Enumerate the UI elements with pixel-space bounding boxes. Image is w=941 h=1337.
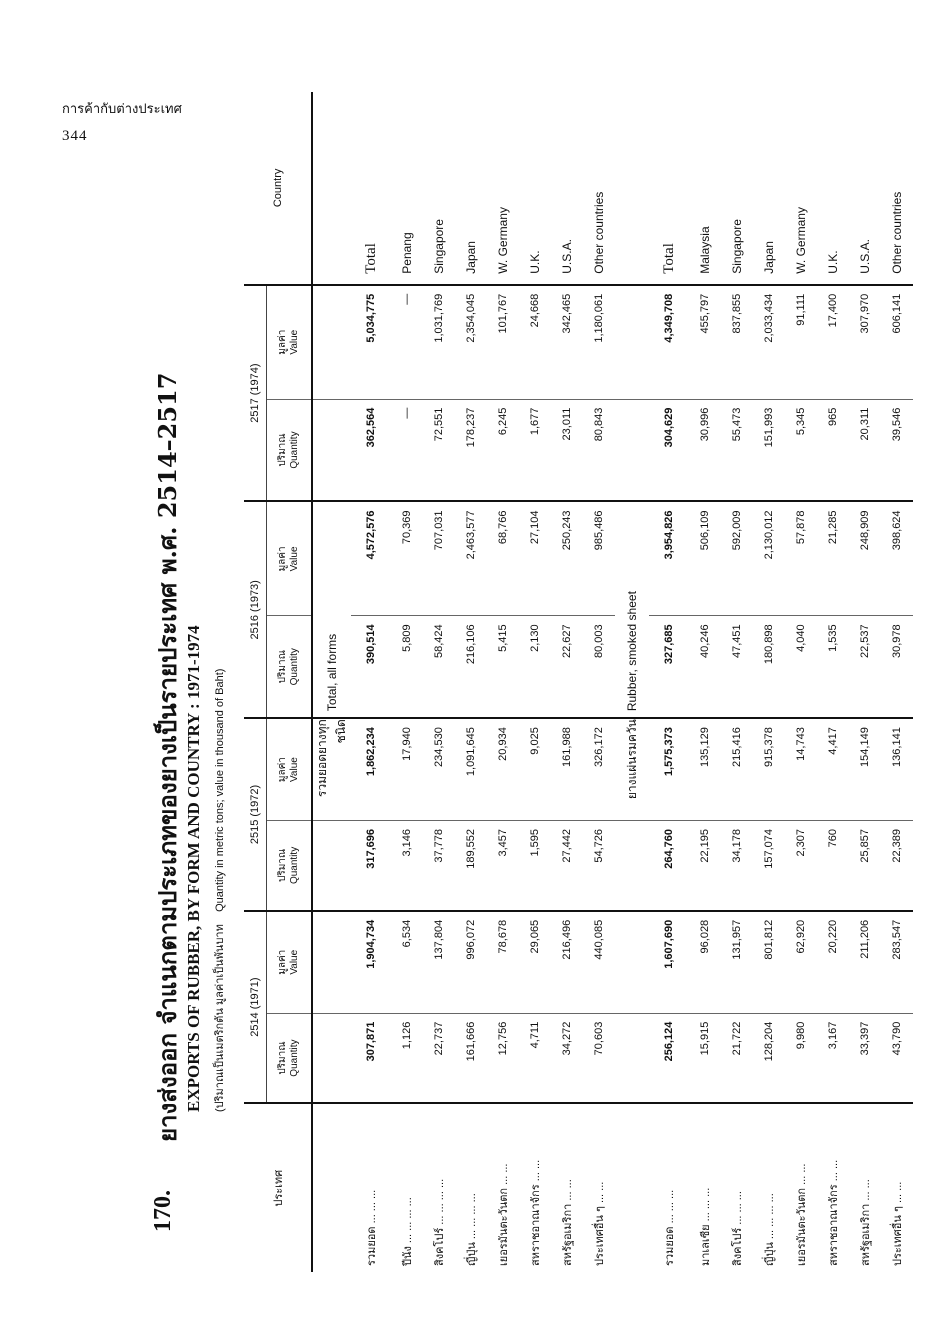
row-label-english: Other countries — [881, 92, 913, 285]
row-label-english: Singapore — [423, 92, 455, 285]
quantity-2516: 180,898 — [753, 616, 785, 718]
quantity-2517: 20,311 — [849, 399, 881, 501]
quantity-2517: 55,473 — [721, 399, 753, 501]
value-2517: — — [391, 285, 423, 399]
exports-table — [244, 92, 913, 1272]
quantity-2515: 37,778 — [423, 821, 455, 911]
quantity-2515: 22,389 — [881, 821, 913, 911]
quantity-2515: 27,442 — [551, 821, 583, 911]
row-label-thai: รวมยอด ... ... ... — [664, 1189, 676, 1266]
rows-all-forms — [351, 92, 615, 1272]
value-2514: 440,085 — [583, 911, 615, 1013]
value-2516: 57,878 — [785, 501, 817, 615]
row-label-english: U.S.A. — [551, 92, 583, 285]
value-2516: 2,130,012 — [753, 501, 785, 615]
page-header: การค้ากับต่างประเทศ — [62, 102, 182, 117]
section-title-thai: ยางแผ่นรมควัน — [615, 718, 649, 820]
value-2515: 136,141 — [881, 718, 913, 820]
year-header-2517: 2517 (1974) — [244, 285, 267, 502]
quantity-2516: 5,415 — [487, 616, 519, 718]
value-2516: 68,766 — [487, 501, 519, 615]
value-2515: 20,934 — [487, 718, 519, 820]
quantity-2515: 54,726 — [583, 821, 615, 911]
row-label-thai: สิงคโปร์ ... ... ... — [732, 1191, 744, 1266]
table-row — [391, 92, 423, 1272]
quantity-2517: 362,564 — [351, 399, 391, 501]
row-label-thai: สหราชอาณาจักร ... ... — [828, 1159, 840, 1266]
quantity-2514: 307,871 — [351, 1013, 391, 1103]
table-row — [721, 92, 753, 1272]
value-2516: 3,954,826 — [649, 501, 689, 615]
section-title-english: Total, all forms — [312, 501, 351, 718]
quantity-2517: 1,677 — [519, 399, 551, 501]
quantity-2517: 6,245 — [487, 399, 519, 501]
quantity-2515: 2,307 — [785, 821, 817, 911]
quantity-2514: 70,603 — [583, 1013, 615, 1103]
table-title-english: EXPORTS OF RUBBER, BY FORM AND COUNTRY : 1971-1974 — [184, 625, 203, 1112]
value-2517: 307,970 — [849, 285, 881, 399]
value-2515: 1,862,234 — [351, 718, 391, 820]
quantity-2516: 216,106 — [455, 616, 487, 718]
quantity-2516: 327,685 — [649, 616, 689, 718]
quantity-2515: 264,760 — [649, 821, 689, 911]
year-header-2515: 2515 (1972) — [244, 718, 267, 911]
row-label-thai: สิงคโปร์ ... ... ... ... — [434, 1178, 446, 1266]
table-row — [689, 92, 721, 1272]
table-row — [817, 92, 849, 1272]
value-2515: 135,129 — [689, 718, 721, 820]
quantity-2515: 1,595 — [519, 821, 551, 911]
page-number: 344 — [62, 128, 88, 144]
quantity-2514: 21,722 — [721, 1013, 753, 1103]
quantity-2517: 30,996 — [689, 399, 721, 501]
table-row — [785, 92, 817, 1272]
quantity-2516: 22,537 — [849, 616, 881, 718]
value-2515: 9,025 — [519, 718, 551, 820]
quantity-2517: — — [391, 399, 423, 501]
section-title-english: Rubber, smoked sheet — [615, 501, 649, 718]
quantity-2514: 9,980 — [785, 1013, 817, 1103]
value-2517: 101,767 — [487, 285, 519, 399]
row-label-thai: สหรัฐอเมริกา ... ... — [562, 1179, 574, 1266]
quantity-2514: 34,272 — [551, 1013, 583, 1103]
value-2514: 283,547 — [881, 911, 913, 1013]
row-label-thai: ประเทศอื่น ๆ ... ... — [594, 1181, 606, 1266]
quantity-2514: 3,167 — [817, 1013, 849, 1103]
quantity-2514: 1,126 — [391, 1013, 423, 1103]
row-label-thai: เยอรมันตะวันตก ... ... — [498, 1163, 510, 1266]
quantity-2516: 4,040 — [785, 616, 817, 718]
quantity-2516: 80,003 — [583, 616, 615, 718]
value-2515: 215,416 — [721, 718, 753, 820]
value-2516: 21,285 — [817, 501, 849, 615]
value-2516: 248,909 — [849, 501, 881, 615]
value-2517: 2,033,434 — [753, 285, 785, 399]
value-2515: 154,149 — [849, 718, 881, 820]
table-row — [351, 92, 391, 1272]
quantity-2517: 304,629 — [649, 399, 689, 501]
quantity-header: ปริมาณ Quantity — [267, 399, 313, 501]
value-2515: 234,530 — [423, 718, 455, 820]
value-2516: 27,104 — [519, 501, 551, 615]
value-header: มูลค่า Value — [267, 501, 313, 615]
value-2516: 985,486 — [583, 501, 615, 615]
quantity-2514: 256,124 — [649, 1013, 689, 1103]
row-label-thai: ปีนัง ... ... ... ... — [402, 1197, 414, 1266]
value-2517: 17,400 — [817, 285, 849, 399]
quantity-2514: 22,737 — [423, 1013, 455, 1103]
units-thai: (ปริมาณเป็นเมตริกตัน มูลค่าเป็นพันบาท — [214, 924, 226, 1112]
value-2517: 4,349,708 — [649, 285, 689, 399]
table-title-block — [142, 92, 242, 1272]
table-row — [881, 92, 913, 1272]
value-2515: 161,988 — [551, 718, 583, 820]
value-2517: 91,111 — [785, 285, 817, 399]
value-2517: 606,141 — [881, 285, 913, 399]
value-2514: 137,804 — [423, 911, 455, 1013]
value-2514: 1,607,690 — [649, 911, 689, 1013]
quantity-header: ปริมาณ Quantity — [267, 616, 313, 718]
quantity-2516: 40,246 — [689, 616, 721, 718]
rows-smoked-sheet — [649, 92, 913, 1272]
value-2516: 506,109 — [689, 501, 721, 615]
value-2517: 24,668 — [519, 285, 551, 399]
row-label-english: W. Germany — [785, 92, 817, 285]
quantity-2516: 1,535 — [817, 616, 849, 718]
row-label-thai: ญี่ปุ่น ... ... ... ... — [764, 1193, 776, 1266]
row-label-thai: รวมยอด ... ... ... — [366, 1189, 378, 1266]
table-row — [583, 92, 615, 1272]
value-2517: 837,855 — [721, 285, 753, 399]
value-2514: 1,904,734 — [351, 911, 391, 1013]
quantity-2515: 760 — [817, 821, 849, 911]
value-2516: 398,624 — [881, 501, 913, 615]
value-2515: 17,940 — [391, 718, 423, 820]
row-label-english: Malaysia — [689, 92, 721, 285]
value-2516: 4,572,576 — [351, 501, 391, 615]
row-label-english: Total — [351, 92, 391, 285]
quantity-header: ปริมาณ Quantity — [267, 1013, 313, 1103]
value-2514: 96,028 — [689, 911, 721, 1013]
table-row — [753, 92, 785, 1272]
year-header-2514: 2514 (1971) — [244, 911, 267, 1104]
row-label-english: Japan — [455, 92, 487, 285]
row-label-english: U.K. — [817, 92, 849, 285]
value-2516: 250,243 — [551, 501, 583, 615]
value-2514: 6,534 — [391, 911, 423, 1013]
row-label-thai: ญี่ปุ่น ... ... ... ... — [466, 1193, 478, 1266]
row-label-english: Total — [649, 92, 689, 285]
value-2514: 131,957 — [721, 911, 753, 1013]
quantity-2517: 178,237 — [455, 399, 487, 501]
year-header-2516: 2516 (1973) — [244, 501, 267, 718]
row-label-english: U.K. — [519, 92, 551, 285]
quantity-2516: 30,978 — [881, 616, 913, 718]
quantity-2517: 80,843 — [583, 399, 615, 501]
value-2515: 4,417 — [817, 718, 849, 820]
table-title-thai: ยางส่งออก จำแนกตามประเภทของยางเป็นรายประเทศ พ.ศ. 2514–2517 — [153, 372, 182, 1142]
quantity-2514: 12,756 — [487, 1013, 519, 1103]
quantity-2516: 58,424 — [423, 616, 455, 718]
value-2516: 2,463,577 — [455, 501, 487, 615]
quantity-2517: 23,011 — [551, 399, 583, 501]
country-header-thai: ประเทศ — [244, 1103, 312, 1272]
value-header: มูลค่า Value — [267, 718, 313, 820]
value-2517: 1,031,769 — [423, 285, 455, 399]
row-label-thai: เยอรมันตะวันตก ... ... — [796, 1163, 808, 1266]
value-2514: 216,496 — [551, 911, 583, 1013]
value-2517: 1,180,061 — [583, 285, 615, 399]
row-label-thai: ประเทศอื่น ๆ ... ... — [892, 1181, 904, 1266]
quantity-2515: 317,696 — [351, 821, 391, 911]
rotated-table-area — [142, 92, 904, 1272]
quantity-2517: 72,551 — [423, 399, 455, 501]
table-number: 170. — [150, 1190, 176, 1232]
value-2514: 29,065 — [519, 911, 551, 1013]
quantity-2517: 965 — [817, 399, 849, 501]
section-all-forms — [312, 92, 351, 1272]
value-2514: 78,678 — [487, 911, 519, 1013]
value-2514: 62,920 — [785, 911, 817, 1013]
value-2515: 1,575,373 — [649, 718, 689, 820]
table-row — [487, 92, 519, 1272]
row-label-english: Japan — [753, 92, 785, 285]
table-row — [849, 92, 881, 1272]
quantity-2516: 22,627 — [551, 616, 583, 718]
quantity-2514: 33,397 — [849, 1013, 881, 1103]
value-2517: 5,034,775 — [351, 285, 391, 399]
quantity-2514: 15,915 — [689, 1013, 721, 1103]
value-2516: 707,031 — [423, 501, 455, 615]
quantity-2515: 22,195 — [689, 821, 721, 911]
table-row — [423, 92, 455, 1272]
quantity-2514: 43,790 — [881, 1013, 913, 1103]
row-label-english: W. Germany — [487, 92, 519, 285]
value-2517: 2,354,045 — [455, 285, 487, 399]
row-label-thai: สหราชอาณาจักร ... ... — [530, 1159, 542, 1266]
quantity-2516: 5,809 — [391, 616, 423, 718]
quantity-2514: 128,204 — [753, 1013, 785, 1103]
quantity-2515: 157,074 — [753, 821, 785, 911]
quantity-2514: 161,666 — [455, 1013, 487, 1103]
quantity-2515: 34,178 — [721, 821, 753, 911]
table-row — [551, 92, 583, 1272]
value-2515: 915,378 — [753, 718, 785, 820]
value-2514: 996,072 — [455, 911, 487, 1013]
row-label-english: Penang — [391, 92, 423, 285]
row-label-english: U.S.A. — [849, 92, 881, 285]
quantity-2514: 4,711 — [519, 1013, 551, 1103]
quantity-2517: 5,345 — [785, 399, 817, 501]
value-2515: 326,172 — [583, 718, 615, 820]
quantity-2515: 3,457 — [487, 821, 519, 911]
quantity-header: ปริมาณ Quantity — [267, 821, 313, 911]
value-2514: 211,206 — [849, 911, 881, 1013]
table-row — [649, 92, 689, 1272]
value-2517: 342,465 — [551, 285, 583, 399]
value-2516: 70,369 — [391, 501, 423, 615]
section-title-thai: รวมยอดยางทุกชนิด — [312, 718, 351, 820]
value-2517: 455,797 — [689, 285, 721, 399]
value-2514: 801,812 — [753, 911, 785, 1013]
value-2515: 14,743 — [785, 718, 817, 820]
row-label-thai: สหรัฐอเมริกา ... ... — [860, 1179, 872, 1266]
quantity-2517: 151,993 — [753, 399, 785, 501]
value-2516: 592,009 — [721, 501, 753, 615]
country-header-english: Country — [244, 92, 312, 285]
quantity-2515: 25,857 — [849, 821, 881, 911]
quantity-2516: 2,130 — [519, 616, 551, 718]
quantity-2515: 3,146 — [391, 821, 423, 911]
row-label-english: Other countries — [583, 92, 615, 285]
table-row — [519, 92, 551, 1272]
value-2514: 20,220 — [817, 911, 849, 1013]
quantity-2515: 189,552 — [455, 821, 487, 911]
quantity-2516: 390,514 — [351, 616, 391, 718]
row-label-thai: มาเลเซีย ... ... ... — [700, 1187, 712, 1266]
value-2515: 1,091,645 — [455, 718, 487, 820]
value-header: มูลค่า Value — [267, 285, 313, 399]
row-label-english: Singapore — [721, 92, 753, 285]
table-row — [455, 92, 487, 1272]
units-english: Quantity in metric tons; value in thousand of Baht) — [214, 668, 226, 912]
quantity-2516: 47,451 — [721, 616, 753, 718]
table-units-note — [210, 669, 228, 1112]
section-smoked-sheet — [615, 92, 649, 1272]
quantity-2517: 39,546 — [881, 399, 913, 501]
value-header: มูลค่า Value — [267, 911, 313, 1013]
